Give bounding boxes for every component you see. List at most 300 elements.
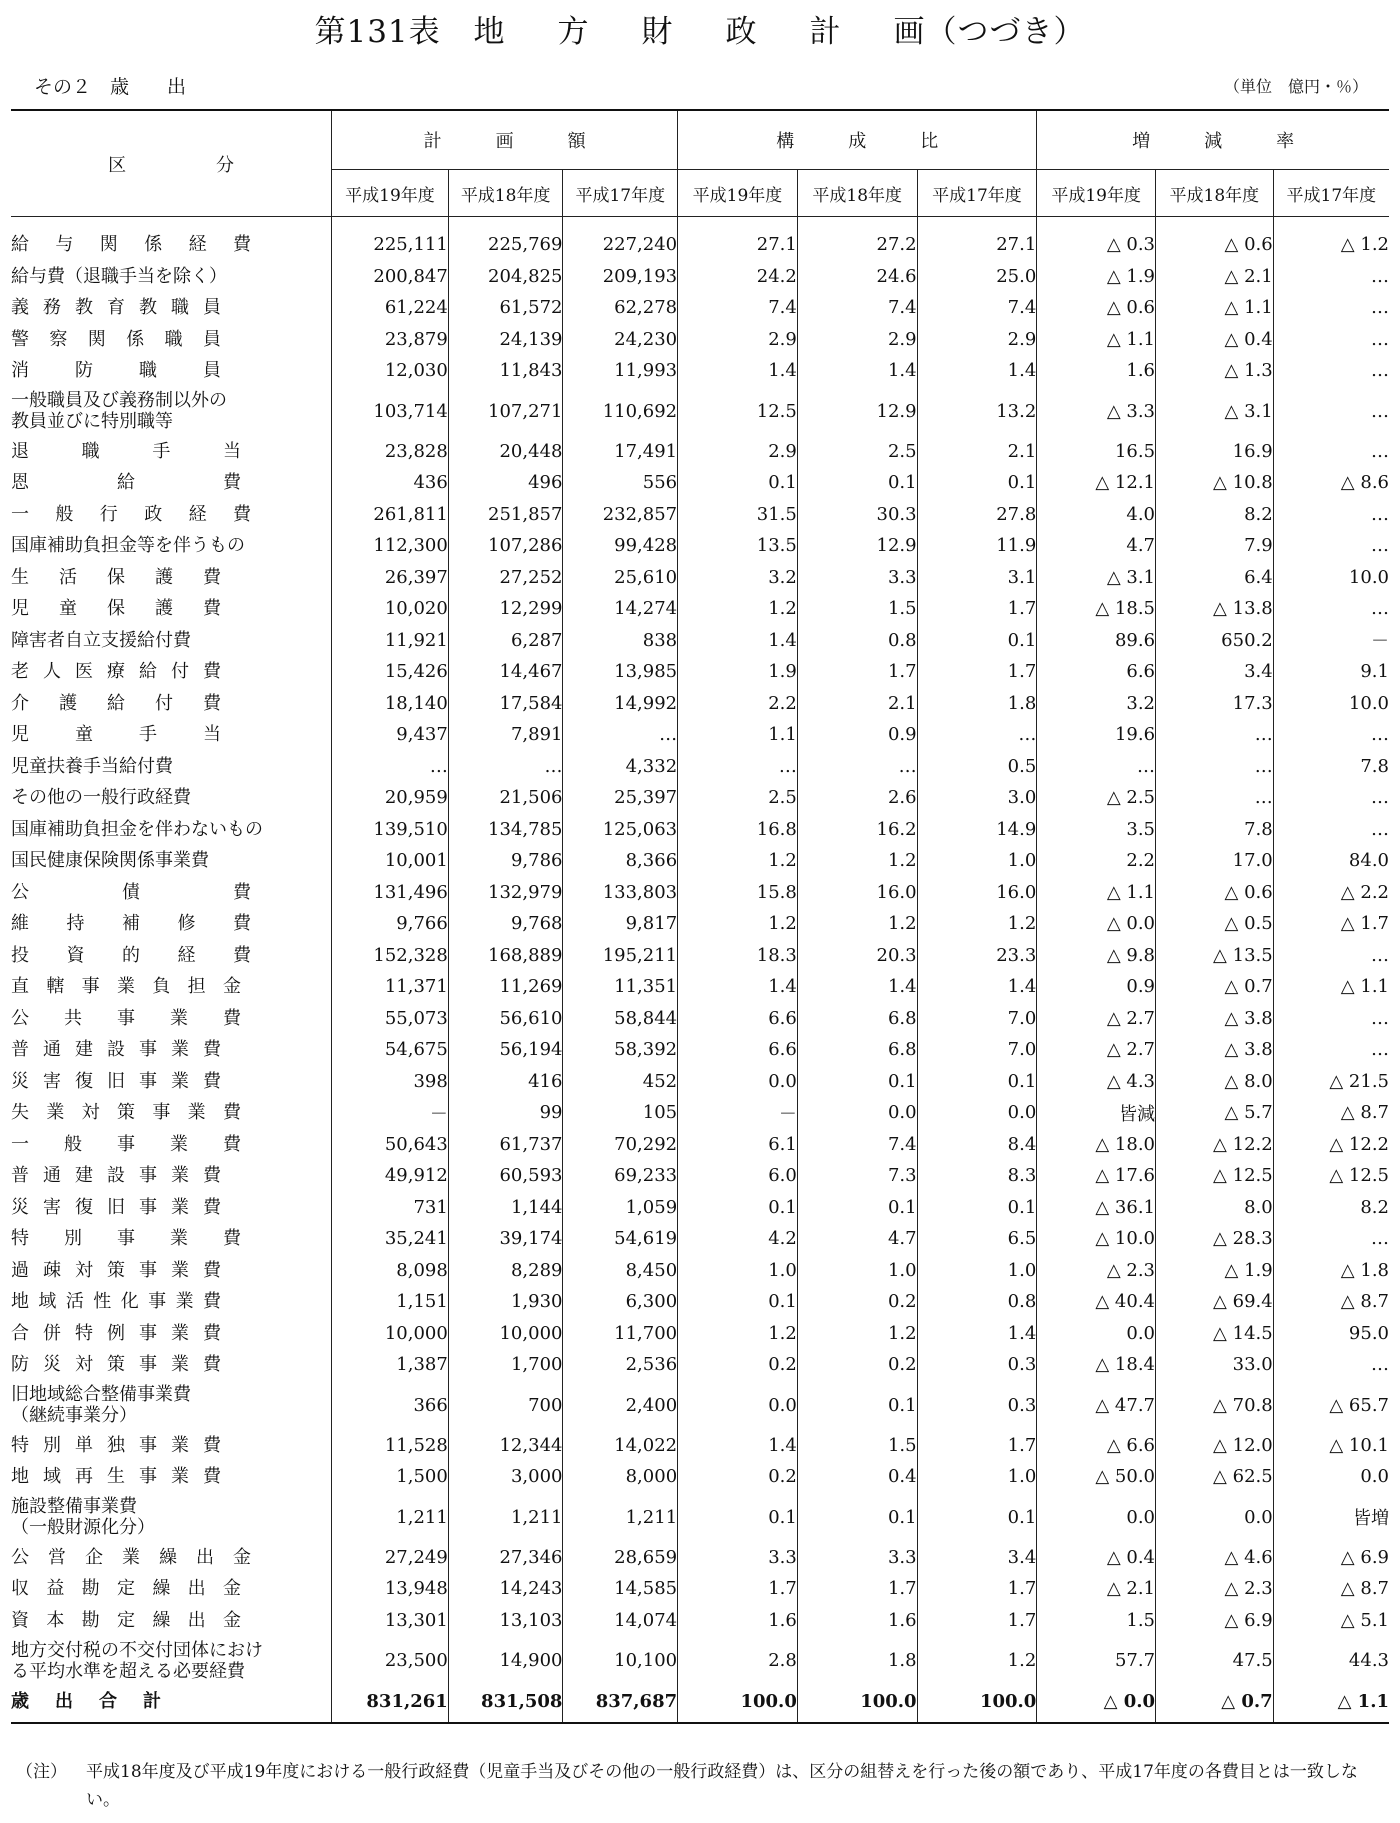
value-cell: △ 18.4 [1037, 1349, 1156, 1381]
value-cell: 2.2 [1037, 845, 1156, 877]
value-cell: … [1273, 530, 1389, 562]
value-cell: △ 3.8 [1156, 1034, 1274, 1066]
row-label-text: 災害復旧事業費 [11, 1070, 221, 1092]
row-label-text: 失業対策事業費 [11, 1102, 241, 1124]
row-label [11, 1461, 332, 1493]
value-cell: 99,428 [563, 530, 678, 562]
value-cell: 99 [448, 1097, 563, 1129]
value-cell: 56,610 [448, 1003, 563, 1035]
value-cell: 56,194 [448, 1034, 563, 1066]
value-cell: 10,100 [563, 1636, 678, 1685]
row-label-text: 給与関係経費 [11, 234, 251, 256]
table-row [11, 656, 1389, 688]
value-cell: △ 0.0 [1037, 1685, 1156, 1723]
value-cell: … [1156, 719, 1274, 751]
value-cell: 7.9 [1156, 530, 1274, 562]
value-cell: 1,930 [448, 1286, 563, 1318]
row-label-text: 地域活性化事業費 [11, 1291, 221, 1313]
value-cell: 6.6 [678, 1034, 798, 1066]
value-cell: 10,001 [332, 845, 449, 877]
value-cell: 23,828 [332, 436, 449, 468]
value-cell: 452 [563, 1066, 678, 1098]
row-label-text: 防災対策事業費 [11, 1354, 221, 1376]
value-cell: 0.1 [797, 1381, 917, 1430]
value-cell: … [1273, 355, 1389, 387]
value-cell: 18,140 [332, 688, 449, 720]
value-cell: 2.5 [678, 782, 798, 814]
value-cell: 54,619 [563, 1223, 678, 1255]
value-cell: 1.4 [797, 355, 917, 387]
value-cell: △ 8.0 [1156, 1066, 1274, 1098]
value-cell: △ 2.7 [1037, 1034, 1156, 1066]
value-cell: 1.2 [797, 1318, 917, 1350]
value-cell: 7,891 [448, 719, 563, 751]
value-cell: 61,737 [448, 1129, 563, 1161]
value-cell: 2.1 [917, 436, 1037, 468]
value-cell: △ 36.1 [1037, 1192, 1156, 1224]
value-cell: 27,252 [448, 562, 563, 594]
value-cell: 14,243 [448, 1573, 563, 1605]
value-cell: 7.4 [797, 292, 917, 324]
year-header: 平成19年度 [678, 170, 798, 217]
value-cell: 105 [563, 1097, 678, 1129]
value-cell: 3.5 [1037, 814, 1156, 846]
value-cell: △ 50.0 [1037, 1461, 1156, 1493]
row-label [11, 530, 332, 562]
row-label [11, 292, 332, 324]
row-label-text: 児童手当 [11, 724, 221, 746]
value-cell: 15.8 [678, 877, 798, 909]
value-cell: 139,510 [332, 814, 449, 846]
value-cell: 35,241 [332, 1223, 449, 1255]
value-cell: 0.1 [678, 1286, 798, 1318]
row-label-text: 普通建設事業費 [11, 1039, 221, 1061]
value-cell: △ 8.7 [1273, 1573, 1389, 1605]
value-cell: 1.2 [917, 1636, 1037, 1685]
value-cell: △ 1.3 [1156, 355, 1274, 387]
row-label-text: 投資的経費 [11, 944, 251, 966]
row-label [11, 1493, 332, 1542]
value-cell: 27.2 [797, 217, 917, 261]
value-cell: 731 [332, 1192, 449, 1224]
value-cell: 110,692 [563, 387, 678, 436]
value-cell: 1.0 [917, 845, 1037, 877]
value-cell: 1.0 [797, 1255, 917, 1287]
value-cell: 14,074 [563, 1605, 678, 1637]
value-cell: △ 12.5 [1156, 1160, 1274, 1192]
row-label-text: 公共事業費 [11, 1007, 241, 1029]
value-cell: 8,098 [332, 1255, 449, 1287]
value-cell: △ 1.2 [1273, 217, 1389, 261]
value-cell: △ 10.0 [1037, 1223, 1156, 1255]
value-cell: 152,328 [332, 940, 449, 972]
value-cell: 14,274 [563, 593, 678, 625]
table-row [11, 625, 1389, 657]
value-cell: 17.3 [1156, 688, 1274, 720]
row-label-text: 施設整備事業費 （一般財源化分） [11, 1496, 155, 1538]
table-row [11, 593, 1389, 625]
value-cell: 1.0 [917, 1461, 1037, 1493]
value-cell: … [1273, 782, 1389, 814]
expenditure-table [11, 109, 1389, 1724]
value-cell: △ 0.4 [1037, 1542, 1156, 1574]
row-label [11, 1255, 332, 1287]
value-cell: 54,675 [332, 1034, 449, 1066]
value-cell: 62,278 [563, 292, 678, 324]
value-cell: 837,687 [563, 1685, 678, 1723]
value-cell: … [1273, 387, 1389, 436]
value-cell: 227,240 [563, 217, 678, 261]
value-cell: 1,387 [332, 1349, 449, 1381]
unit-label: （単位 億円・％） [1223, 77, 1368, 96]
value-cell: … [1273, 436, 1389, 468]
value-cell: 0.4 [797, 1461, 917, 1493]
value-cell: 10,000 [332, 1318, 449, 1350]
value-cell: … [1273, 499, 1389, 531]
value-cell: 27.1 [678, 217, 798, 261]
value-cell: 436 [332, 467, 449, 499]
value-cell: 1.7 [917, 593, 1037, 625]
value-cell: 61,224 [332, 292, 449, 324]
row-label-text: 老人医療給付費 [11, 661, 221, 683]
table-body [11, 217, 1389, 1724]
table-row [11, 355, 1389, 387]
value-cell: 7.0 [917, 1034, 1037, 1066]
value-cell: △ 3.1 [1037, 562, 1156, 594]
value-cell: 0.1 [917, 1192, 1037, 1224]
value-cell: … [1273, 292, 1389, 324]
value-cell: 13.5 [678, 530, 798, 562]
value-cell: △ 4.6 [1156, 1542, 1274, 1574]
row-label-text: 歳出合計 [11, 1691, 161, 1712]
value-cell: 89.6 [1037, 625, 1156, 657]
row-label [11, 1223, 332, 1255]
value-cell: 33.0 [1156, 1349, 1274, 1381]
value-cell: 13,985 [563, 656, 678, 688]
row-label [11, 940, 332, 972]
value-cell: 2,536 [563, 1349, 678, 1381]
table-row [11, 1605, 1389, 1637]
table-row [11, 467, 1389, 499]
value-cell: 14,467 [448, 656, 563, 688]
value-cell: △ 3.8 [1156, 1003, 1274, 1035]
value-cell: 1.9 [678, 656, 798, 688]
value-cell: 10.0 [1273, 688, 1389, 720]
row-label [11, 782, 332, 814]
value-cell: △ 2.1 [1156, 261, 1274, 293]
row-label-text: 公債費 [11, 881, 251, 903]
value-cell: … [1273, 593, 1389, 625]
row-label [11, 877, 332, 909]
row-label-text: 障害者自立支援給付費 [11, 629, 191, 651]
value-cell: 2.6 [797, 782, 917, 814]
value-cell: 1.4 [917, 355, 1037, 387]
value-cell: 1.7 [917, 1430, 1037, 1462]
value-cell: △ 18.0 [1037, 1129, 1156, 1161]
value-cell: 1.2 [678, 593, 798, 625]
value-cell: 23,879 [332, 324, 449, 356]
row-label-text: 退職手当 [11, 440, 241, 462]
table-row [11, 1461, 1389, 1493]
row-label [11, 1192, 332, 1224]
value-cell: 27,249 [332, 1542, 449, 1574]
year-header: 平成18年度 [448, 170, 563, 217]
row-label-text: 消防職員 [11, 360, 221, 382]
value-cell: 1.2 [797, 908, 917, 940]
value-cell: 232,857 [563, 499, 678, 531]
value-cell: 16.0 [797, 877, 917, 909]
value-cell: △ 6.9 [1156, 1605, 1274, 1637]
value-cell: 0.0 [678, 1381, 798, 1430]
category-header: 区 分 [11, 110, 332, 217]
table-row [11, 1318, 1389, 1350]
row-label-text: 特別単独事業費 [11, 1434, 221, 1456]
value-cell: △ 10.1 [1273, 1430, 1389, 1462]
value-cell: △ 0.6 [1156, 877, 1274, 909]
value-cell: 24.2 [678, 261, 798, 293]
value-cell: 398 [332, 1066, 449, 1098]
value-cell: 14,022 [563, 1430, 678, 1462]
value-cell: － [332, 1097, 449, 1129]
table-row [11, 845, 1389, 877]
value-cell: 2.9 [678, 324, 798, 356]
value-cell: 1.8 [917, 688, 1037, 720]
value-cell: 112,300 [332, 530, 449, 562]
value-cell: 15,426 [332, 656, 449, 688]
value-cell: 9,817 [563, 908, 678, 940]
value-cell: 1.4 [678, 1430, 798, 1462]
value-cell: 3.3 [797, 1542, 917, 1574]
value-cell: △ 8.7 [1273, 1286, 1389, 1318]
value-cell: 1.2 [678, 1318, 798, 1350]
table-row [11, 436, 1389, 468]
value-cell: 55,073 [332, 1003, 449, 1035]
value-cell: 416 [448, 1066, 563, 1098]
row-label-text: 一般職員及び義務制以外の 教員並びに特別職等 [11, 390, 227, 432]
table-row [11, 782, 1389, 814]
value-cell: 皆増 [1273, 1493, 1389, 1542]
value-cell: △ 1.9 [1037, 261, 1156, 293]
value-cell: 132,979 [448, 877, 563, 909]
value-cell: 16.9 [1156, 436, 1274, 468]
table-row [11, 1381, 1389, 1430]
value-cell: 107,286 [448, 530, 563, 562]
value-cell: 103,714 [332, 387, 449, 436]
value-cell: 0.0 [917, 1097, 1037, 1129]
value-cell: 125,063 [563, 814, 678, 846]
value-cell: 0.2 [678, 1461, 798, 1493]
value-cell: 1.8 [797, 1636, 917, 1685]
value-cell: △ 12.2 [1273, 1129, 1389, 1161]
value-cell: 1.4 [917, 971, 1037, 1003]
value-cell: 1.7 [917, 1573, 1037, 1605]
value-cell: 69,233 [563, 1160, 678, 1192]
value-cell: 12.9 [797, 387, 917, 436]
value-cell: △ 9.8 [1037, 940, 1156, 972]
value-cell: 2.9 [797, 324, 917, 356]
value-cell: 0.0 [1273, 1461, 1389, 1493]
value-cell: － [1273, 625, 1389, 657]
value-cell: △ 13.5 [1156, 940, 1274, 972]
value-cell: △ 40.4 [1037, 1286, 1156, 1318]
value-cell: 14.9 [917, 814, 1037, 846]
table-row [11, 292, 1389, 324]
value-cell: 16.2 [797, 814, 917, 846]
row-label [11, 1003, 332, 1035]
value-cell: … [917, 719, 1037, 751]
value-cell: 8,289 [448, 1255, 563, 1287]
value-cell: △ 1.1 [1037, 877, 1156, 909]
value-cell: 556 [563, 467, 678, 499]
value-cell: 11,528 [332, 1430, 449, 1462]
value-cell: 0.1 [917, 1493, 1037, 1542]
row-label-text: 一般行政経費 [11, 503, 251, 525]
year-header: 平成18年度 [797, 170, 917, 217]
value-cell: 19.6 [1037, 719, 1156, 751]
value-cell: 61,572 [448, 292, 563, 324]
value-cell: 20,959 [332, 782, 449, 814]
value-cell: 7.0 [917, 1003, 1037, 1035]
value-cell: 50,643 [332, 1129, 449, 1161]
value-cell: 1.6 [1037, 355, 1156, 387]
value-cell: 6.8 [797, 1034, 917, 1066]
value-cell: △ 4.3 [1037, 1066, 1156, 1098]
value-cell: 25,397 [563, 782, 678, 814]
value-cell: △ 65.7 [1273, 1381, 1389, 1430]
value-cell: … [1156, 782, 1274, 814]
value-cell: 100.0 [678, 1685, 798, 1723]
value-cell: 12,030 [332, 355, 449, 387]
table-row [11, 530, 1389, 562]
value-cell: 21,506 [448, 782, 563, 814]
row-label-text: 生活保護費 [11, 566, 221, 588]
value-cell: △ 2.7 [1037, 1003, 1156, 1035]
value-cell: 95.0 [1273, 1318, 1389, 1350]
row-label [11, 1286, 332, 1318]
table-row [11, 1003, 1389, 1035]
value-cell: 13,301 [332, 1605, 449, 1637]
value-cell: … [797, 751, 917, 783]
value-cell: △ 0.7 [1156, 971, 1274, 1003]
value-cell: △ 10.8 [1156, 467, 1274, 499]
value-cell: 366 [332, 1381, 449, 1430]
value-cell: 2.2 [678, 688, 798, 720]
value-cell: △ 3.3 [1037, 387, 1156, 436]
value-cell: 11,269 [448, 971, 563, 1003]
value-cell: 1.6 [797, 1605, 917, 1637]
value-cell: … [1273, 1034, 1389, 1066]
value-cell: 0.1 [797, 1192, 917, 1224]
table-row [11, 814, 1389, 846]
value-cell: 0.1 [797, 1066, 917, 1098]
section-subtitle: その２ 歳 出 [34, 76, 187, 98]
value-cell: 58,844 [563, 1003, 678, 1035]
value-cell: … [1273, 940, 1389, 972]
value-cell: … [678, 751, 798, 783]
value-cell: 6.5 [917, 1223, 1037, 1255]
value-cell: 3.3 [797, 562, 917, 594]
row-label-text: 給与費（退職手当を除く） [11, 265, 227, 287]
value-cell: 1.0 [678, 1255, 798, 1287]
value-cell: 225,769 [448, 217, 563, 261]
value-cell: △ 5.1 [1273, 1605, 1389, 1637]
table-row [11, 1542, 1389, 1574]
value-cell: 838 [563, 625, 678, 657]
value-cell: 1.4 [678, 625, 798, 657]
value-cell: 1,500 [332, 1461, 449, 1493]
value-cell: 2.1 [797, 688, 917, 720]
value-cell: 4.2 [678, 1223, 798, 1255]
table-row [11, 971, 1389, 1003]
value-cell: △ 70.8 [1156, 1381, 1274, 1430]
row-label [11, 562, 332, 594]
value-cell: 261,811 [332, 499, 449, 531]
table-row [11, 1160, 1389, 1192]
value-cell: 14,585 [563, 1573, 678, 1605]
value-cell: 6.4 [1156, 562, 1274, 594]
row-label [11, 436, 332, 468]
value-cell: 1,211 [563, 1493, 678, 1542]
value-cell: △ 17.6 [1037, 1160, 1156, 1192]
row-label [11, 593, 332, 625]
value-cell: 0.2 [797, 1286, 917, 1318]
value-cell: △ 0.3 [1037, 217, 1156, 261]
table-row [11, 1066, 1389, 1098]
value-cell: 8.2 [1156, 499, 1274, 531]
value-cell: 1.4 [678, 971, 798, 1003]
value-cell: 131,496 [332, 877, 449, 909]
value-cell: △ 8.7 [1273, 1097, 1389, 1129]
value-cell: 1,211 [448, 1493, 563, 1542]
value-cell: 0.3 [917, 1381, 1037, 1430]
value-cell: △ 2.5 [1037, 782, 1156, 814]
value-cell: 8,366 [563, 845, 678, 877]
value-cell: 11,921 [332, 625, 449, 657]
row-label [11, 324, 332, 356]
row-label-text: 普通建設事業費 [11, 1165, 221, 1187]
row-label [11, 1129, 332, 1161]
value-cell: △ 2.2 [1273, 877, 1389, 909]
value-cell: 4,332 [563, 751, 678, 783]
value-cell: 12.5 [678, 387, 798, 436]
value-cell: 60,593 [448, 1160, 563, 1192]
row-label-text: 資本勘定繰出金 [11, 1609, 241, 1631]
value-cell: 107,271 [448, 387, 563, 436]
row-label-text: 国庫補助負担金等を伴うもの [11, 535, 245, 557]
row-label [11, 656, 332, 688]
table-row [11, 1685, 1389, 1723]
value-cell: … [448, 751, 563, 783]
value-cell: △ 18.5 [1037, 593, 1156, 625]
value-cell: 0.9 [797, 719, 917, 751]
row-label-text: 一般事業費 [11, 1133, 241, 1155]
row-label [11, 1430, 332, 1462]
value-cell: △ 14.5 [1156, 1318, 1274, 1350]
value-cell: … [1273, 1003, 1389, 1035]
value-cell: 2,400 [563, 1381, 678, 1430]
value-cell: 27.8 [917, 499, 1037, 531]
row-label [11, 467, 332, 499]
row-label [11, 1685, 332, 1723]
value-cell: 26,397 [332, 562, 449, 594]
table-row [11, 1573, 1389, 1605]
value-cell: 2.9 [917, 324, 1037, 356]
value-cell: … [563, 719, 678, 751]
value-cell: 1.7 [797, 1573, 917, 1605]
value-cell: 2.9 [678, 436, 798, 468]
value-cell: 0.5 [917, 751, 1037, 783]
value-cell: 2.8 [678, 1636, 798, 1685]
